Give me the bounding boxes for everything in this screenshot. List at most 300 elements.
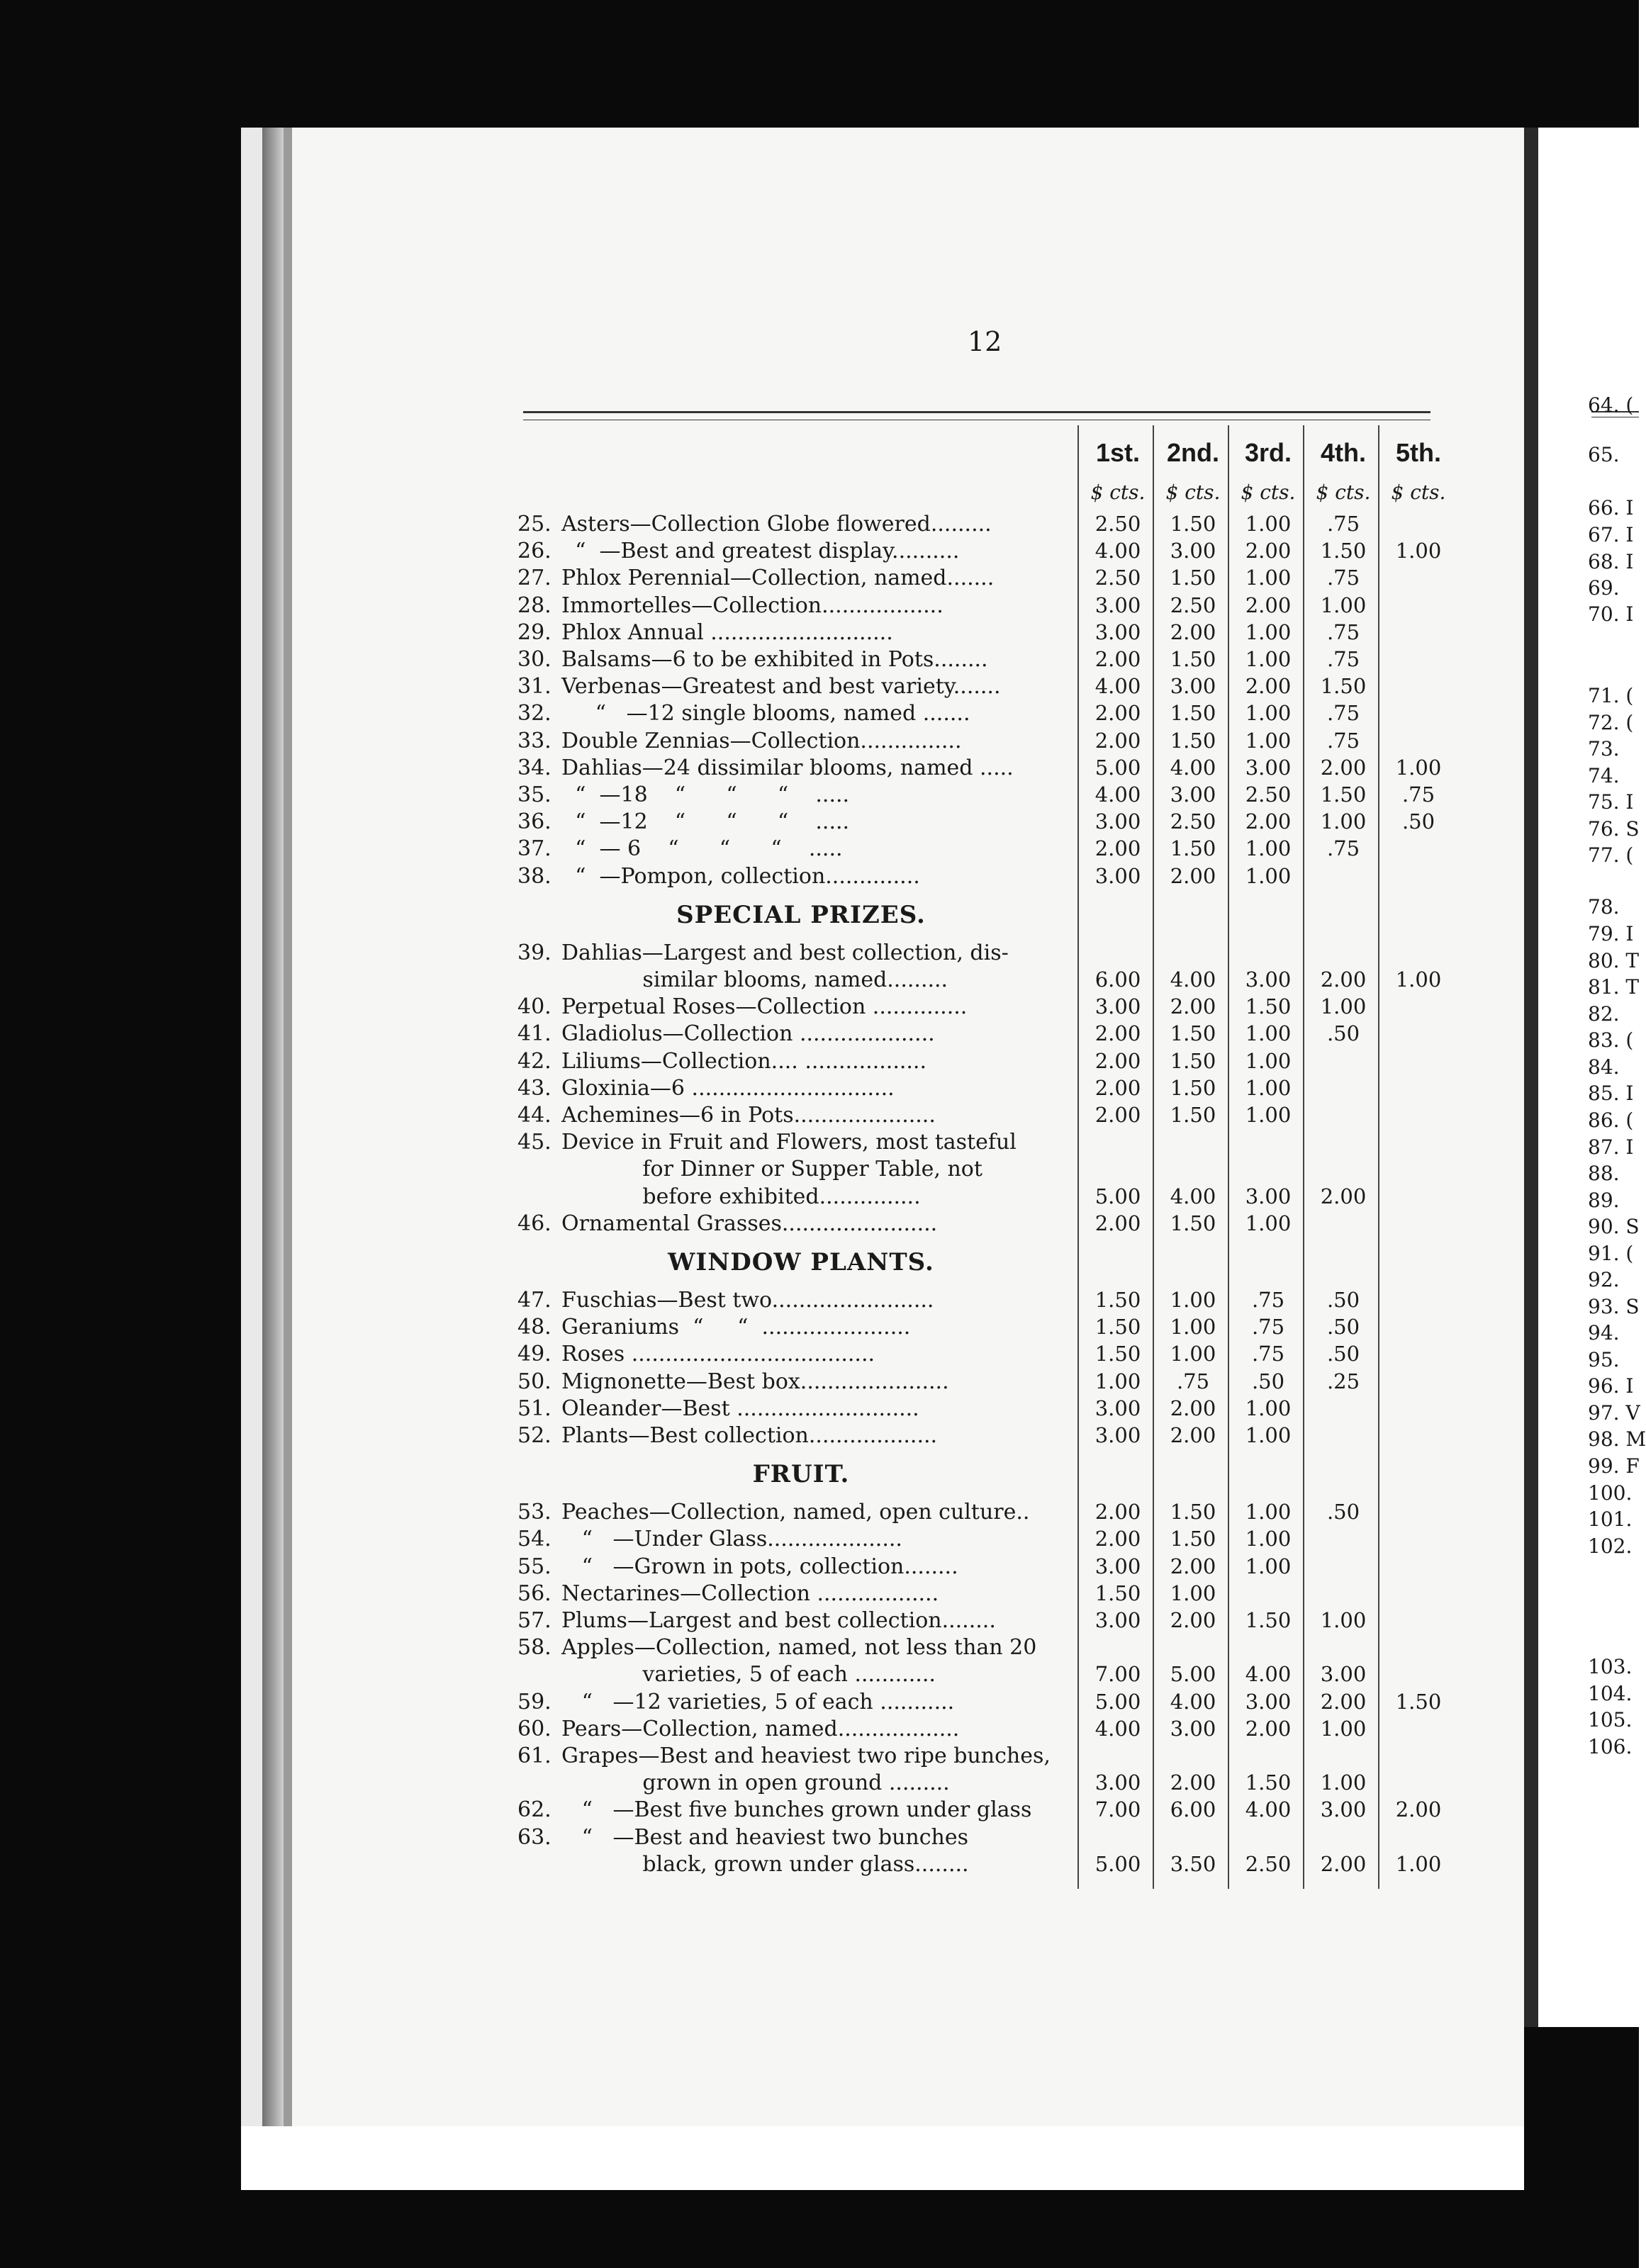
table-row [517, 1635, 1036, 1662]
facing-page-item-number: 85. I [1588, 1082, 1634, 1105]
item-number: 36. [517, 809, 552, 835]
facing-page-item-number: 99. F [1588, 1454, 1640, 1478]
table-row [517, 539, 959, 566]
prize-value: 1.00 [1245, 1500, 1292, 1525]
table-row [517, 593, 944, 620]
item-description: Grapes—Best and heaviest two ripe bunches, [561, 1744, 1051, 1768]
table-row [517, 967, 948, 994]
section-heading: FRUIT. [752, 1460, 850, 1489]
prize-value: 1.00 [1245, 1021, 1292, 1046]
item-description: Dahlias—24 dissimilar blooms, named ..... [561, 755, 1014, 780]
page-stack-edge [262, 128, 284, 2126]
table-row [517, 1021, 935, 1048]
item-description: Asters—Collection Globe flowered......... [561, 512, 992, 537]
item-number: 26. [517, 539, 552, 564]
item-number: 30. [517, 647, 552, 672]
table-row [517, 1315, 910, 1342]
prize-value: 6.00 [1170, 1797, 1216, 1822]
facing-page-item-number: 97. V [1588, 1401, 1640, 1425]
prize-value: 1.50 [1170, 512, 1216, 536]
item-description: Gladiolus—Collection .................... [561, 1021, 935, 1047]
prize-value: 2.00 [1245, 674, 1292, 699]
item-number: 27. [517, 566, 552, 591]
item-description: before exhibited............... [561, 1184, 921, 1209]
prize-value: 4.00 [1245, 1662, 1292, 1687]
prize-value: 1.00 [1245, 701, 1292, 726]
item-number: 44. [517, 1103, 552, 1128]
item-description: “ —18 “ “ “ ..... [561, 782, 850, 807]
prize-value: 2.00 [1170, 619, 1216, 644]
item-description: Roses .................................... [561, 1342, 875, 1367]
facing-page-item-number: 91. ( [1588, 1242, 1634, 1265]
facing-page-item-number: 83. ( [1588, 1028, 1634, 1052]
item-number: 55. [517, 1554, 552, 1579]
prize-value: 1.00 [1395, 967, 1442, 992]
prize-value: 1.00 [1245, 1103, 1292, 1127]
prize-value: 3.00 [1094, 1608, 1141, 1632]
prize-value: 1.00 [1245, 1211, 1292, 1235]
prize-value: .75 [1326, 512, 1360, 536]
facing-page-item-number: 74. [1588, 764, 1620, 787]
item-description: Mignonette—Best box...................... [561, 1369, 949, 1394]
item-description: “ —12 single blooms, named ....... [561, 701, 970, 726]
prize-value: 2.00 [1094, 1048, 1141, 1073]
item-description: grown in open ground ......... [561, 1770, 950, 1796]
prize-value: .50 [1251, 1369, 1285, 1393]
prize-value: 2.00 [1320, 967, 1367, 992]
prize-value: 1.00 [1170, 1288, 1216, 1312]
prize-value: 1.00 [1245, 1396, 1292, 1420]
table-row [517, 729, 961, 756]
facing-page-item-number: 78. [1588, 895, 1620, 919]
item-number: 46. [517, 1211, 552, 1236]
column-header: 1st. [1095, 438, 1141, 467]
prize-value: 1.50 [1170, 1211, 1216, 1235]
prize-value: 1.50 [1170, 1075, 1216, 1100]
table-row [517, 1744, 1051, 1770]
prize-value: 2.50 [1094, 512, 1141, 536]
prize-value: 2.00 [1094, 836, 1141, 861]
prize-value: 1.00 [1170, 1315, 1216, 1340]
facing-page-item-number: 67. I [1588, 523, 1634, 546]
facing-page-fragment [1538, 128, 1646, 2027]
section-heading: SPECIAL PRIZES. [676, 900, 926, 929]
table-row [517, 647, 988, 674]
item-description: Pears—Collection, named.................. [561, 1716, 960, 1741]
prize-value: 1.50 [1094, 1315, 1141, 1340]
prize-value: 3.00 [1245, 755, 1292, 780]
item-description: black, grown under glass........ [561, 1851, 969, 1877]
facing-page-item-number: 79. I [1588, 922, 1634, 945]
prize-value: 1.00 [1395, 1851, 1442, 1876]
table-row [517, 1527, 902, 1554]
item-description: for Dinner or Supper Table, not [561, 1157, 982, 1182]
table-row [517, 864, 920, 891]
item-number: 33. [517, 728, 552, 753]
table-row [517, 836, 843, 863]
prize-value: 2.50 [1245, 1851, 1292, 1876]
prize-value: 1.00 [1245, 647, 1292, 671]
prize-value: 2.00 [1320, 1184, 1367, 1208]
facing-page-item-number: 77. ( [1588, 843, 1634, 867]
prize-value: 4.00 [1094, 1716, 1141, 1741]
facing-page-item-number: 81. T [1588, 975, 1640, 999]
prize-value: 2.00 [1170, 1396, 1216, 1420]
prize-value: 2.00 [1320, 755, 1367, 780]
column-unit: $ cts. [1165, 481, 1221, 504]
prize-value: 2.00 [1094, 701, 1141, 726]
prize-value: 7.00 [1094, 1662, 1141, 1687]
column-unit: $ cts. [1090, 481, 1146, 504]
book-gutter [1524, 128, 1538, 2027]
prize-value: .75 [1251, 1342, 1285, 1366]
prize-value: 4.00 [1094, 674, 1141, 699]
prize-value: 1.00 [1245, 836, 1292, 861]
prize-value: 4.00 [1245, 1797, 1292, 1822]
prize-value: 1.50 [1395, 1689, 1442, 1714]
prize-value: 1.00 [1320, 994, 1367, 1019]
facing-page-item-number: 80. T [1588, 949, 1640, 972]
item-number: 38. [517, 863, 552, 889]
prize-value: 3.00 [1094, 1423, 1141, 1447]
prize-value: 2.00 [1170, 1770, 1216, 1795]
facing-page-item-number: 69. [1588, 576, 1620, 600]
item-number: 34. [517, 755, 552, 780]
table-row [517, 1184, 921, 1211]
prize-value: .50 [1326, 1500, 1360, 1525]
item-number: 61. [517, 1744, 552, 1768]
prize-value: 2.00 [1170, 1423, 1216, 1447]
prize-value: 1.00 [1245, 1423, 1292, 1447]
table-row [517, 1288, 934, 1315]
table-row [517, 1103, 936, 1130]
prize-value: 3.50 [1170, 1851, 1216, 1876]
prize-value: 1.50 [1170, 1527, 1216, 1551]
prize-value: 2.50 [1170, 809, 1216, 834]
item-description: Peaches—Collection, named, open culture.. [561, 1500, 1030, 1525]
prize-value: 1.00 [1245, 1075, 1292, 1100]
prize-value: 1.00 [1245, 728, 1292, 753]
prize-value: .75 [1176, 1369, 1210, 1393]
facing-page-item-number: 95. [1588, 1348, 1620, 1371]
table-row [517, 1825, 968, 1852]
prize-value: 2.00 [1245, 1716, 1292, 1741]
column-header: 3rd. [1244, 438, 1292, 467]
item-number: 52. [517, 1423, 552, 1448]
item-number: 40. [517, 994, 552, 1020]
prize-value: 3.00 [1094, 1396, 1141, 1420]
prize-value: 4.00 [1094, 782, 1141, 807]
prize-value: 3.00 [1170, 674, 1216, 699]
prize-value: 2.00 [1094, 1075, 1141, 1100]
facing-page-item-number: 75. I [1588, 790, 1634, 814]
item-description: “ —Best and heaviest two bunches [561, 1824, 968, 1850]
facing-page-item-number: 106. [1588, 1735, 1633, 1758]
item-number: 63. [517, 1824, 552, 1850]
facing-page-item-number: 98. M [1588, 1427, 1646, 1451]
prize-value: 4.00 [1170, 1184, 1216, 1208]
item-description: Phlox Annual ........................... [561, 619, 893, 645]
facing-page-item-number: 103. [1588, 1655, 1633, 1678]
prize-value: 2.00 [1094, 1500, 1141, 1525]
table-row [517, 756, 1014, 782]
item-description: Nectarines—Collection .................. [561, 1581, 939, 1606]
prize-value: .50 [1401, 809, 1435, 834]
prize-value: 1.50 [1170, 1103, 1216, 1127]
prize-value: 2.50 [1094, 566, 1141, 590]
prize-value: 1.00 [1395, 755, 1442, 780]
item-number: 56. [517, 1581, 552, 1606]
item-description: Ornamental Grasses....................... [561, 1211, 938, 1236]
prize-value: 2.00 [1320, 1689, 1367, 1714]
prize-value: 5.00 [1094, 1184, 1141, 1208]
item-number: 37. [517, 836, 552, 862]
table-row [517, 1423, 937, 1450]
prize-value: 1.00 [1245, 1048, 1292, 1073]
prize-value: .75 [1326, 836, 1360, 861]
column-header: 5th. [1395, 438, 1441, 467]
table-row [517, 701, 970, 728]
column-unit: $ cts. [1391, 481, 1446, 504]
prize-value: 1.50 [1170, 836, 1216, 861]
item-description: Device in Fruit and Flowers, most tasteful [561, 1130, 1017, 1155]
item-number: 57. [517, 1608, 552, 1633]
prize-value: 1.00 [1320, 1716, 1367, 1741]
item-number: 53. [517, 1500, 552, 1525]
prize-value: 2.00 [1094, 1527, 1141, 1551]
section-heading: WINDOW PLANTS. [668, 1248, 934, 1276]
prize-value: 1.50 [1170, 1500, 1216, 1525]
facing-page-item-number: 92. [1588, 1268, 1620, 1291]
column-unit: $ cts. [1316, 481, 1371, 504]
item-description: Fuschias—Best two........................ [561, 1288, 934, 1313]
prize-value: 1.00 [1395, 539, 1442, 563]
facing-page-item-number: 94. [1588, 1321, 1620, 1344]
prize-value: .50 [1326, 1021, 1360, 1046]
item-number: 29. [517, 619, 552, 645]
item-number: 62. [517, 1797, 552, 1823]
item-number: 60. [517, 1716, 552, 1741]
item-description: “ —12 “ “ “ ..... [561, 809, 850, 835]
column-unit: $ cts. [1241, 481, 1296, 504]
item-number: 28. [517, 593, 552, 618]
item-description: similar blooms, named......... [561, 967, 948, 992]
prize-value: 1.50 [1170, 1048, 1216, 1073]
item-number: 43. [517, 1075, 552, 1101]
table-row [517, 1130, 1017, 1157]
prize-value: 1.50 [1170, 728, 1216, 753]
prize-value: 1.50 [1170, 701, 1216, 726]
item-description: “ —Grown in pots, collection........ [561, 1554, 958, 1579]
scan-background-left [0, 0, 241, 2268]
item-description: “ —12 varieties, 5 of each ........... [561, 1689, 955, 1714]
prize-value: 7.00 [1094, 1797, 1141, 1822]
table-row [517, 782, 849, 809]
prize-value: 5.00 [1170, 1662, 1216, 1687]
prize-value: 1.50 [1245, 1770, 1292, 1795]
table-row [517, 1396, 919, 1423]
prize-value: .50 [1326, 1342, 1360, 1366]
prize-value: .75 [1326, 619, 1360, 644]
prize-value: 1.00 [1320, 1608, 1367, 1632]
facing-page-item-number: 73. [1588, 737, 1620, 760]
table-row [517, 1049, 926, 1076]
prize-value: 3.00 [1320, 1662, 1367, 1687]
table-row [517, 1581, 939, 1608]
facing-page-item-number: 105. [1588, 1708, 1633, 1731]
item-number: 39. [517, 940, 552, 965]
prize-value: 1.00 [1170, 1581, 1216, 1605]
prize-value: 2.00 [1320, 1851, 1367, 1876]
table-row [517, 1770, 950, 1797]
prize-value: 1.50 [1094, 1288, 1141, 1312]
prize-value: 2.50 [1245, 782, 1292, 807]
table-row [517, 566, 994, 593]
facing-page-item-number: 87. I [1588, 1135, 1634, 1159]
table-row [517, 1608, 996, 1635]
prize-value: .75 [1251, 1288, 1285, 1312]
prize-value: 3.00 [1094, 809, 1141, 834]
item-description: “ —Pompon, collection.............. [561, 863, 920, 889]
prize-value: .75 [1326, 566, 1360, 590]
facing-page-item-number: 88. [1588, 1162, 1620, 1185]
prize-value: 2.00 [1094, 1103, 1141, 1127]
facing-page-item-number: 84. [1588, 1055, 1620, 1079]
item-description: Verbenas—Greatest and best variety....... [561, 674, 1001, 700]
facing-page-item-number: 71. ( [1588, 684, 1634, 707]
item-description: Immortelles—Collection.................. [561, 593, 944, 618]
scan-background-top [0, 0, 1639, 128]
prize-value: 2.00 [1094, 1021, 1141, 1046]
facing-page-item-number: 100. [1588, 1481, 1633, 1505]
prize-value: 3.00 [1094, 619, 1141, 644]
prize-value: .50 [1326, 1288, 1360, 1312]
item-description: “ — 6 “ “ “ ..... [561, 836, 843, 862]
prize-value: 2.50 [1170, 593, 1216, 617]
prize-value: 1.00 [1245, 1554, 1292, 1578]
item-description: Geraniums “ “ ...................... [561, 1315, 911, 1340]
table-row [517, 1157, 982, 1184]
prize-value: .75 [1326, 647, 1360, 671]
item-description: Liliums—Collection.... .................. [561, 1048, 926, 1074]
table-row [517, 809, 849, 836]
table-row [517, 1369, 949, 1396]
prize-value: 1.50 [1170, 1021, 1216, 1046]
prize-value: 3.00 [1245, 1689, 1292, 1714]
item-number: 42. [517, 1048, 552, 1074]
prize-value: 3.00 [1170, 782, 1216, 807]
prize-value: 4.00 [1170, 755, 1216, 780]
item-description: Double Zennias—Collection............... [561, 728, 962, 753]
prize-value: 4.00 [1170, 1689, 1216, 1714]
prize-value: 2.00 [1395, 1797, 1442, 1822]
prize-value: 3.00 [1245, 967, 1292, 992]
item-number: 41. [517, 1021, 552, 1047]
facing-page-item-number: 66. I [1588, 496, 1634, 520]
item-number: 50. [517, 1369, 552, 1394]
prize-value: 1.00 [1245, 619, 1292, 644]
facing-page-item-number: 70. I [1588, 602, 1634, 626]
prize-value: 4.00 [1094, 539, 1141, 563]
facing-page-item-number: 89. [1588, 1189, 1620, 1212]
prize-value: 3.00 [1094, 994, 1141, 1019]
table-row [517, 941, 1009, 967]
prize-value: 2.00 [1094, 647, 1141, 671]
prize-value: 6.00 [1094, 967, 1141, 992]
facing-page-item-number: 93. S [1588, 1295, 1640, 1318]
table-row [517, 1211, 937, 1238]
item-description: Dahlias—Largest and best collection, dis- [561, 940, 1009, 965]
item-number: 47. [517, 1288, 552, 1313]
facing-page-item-number: 76. S [1588, 817, 1640, 841]
item-description: Oleander—Best ........................... [561, 1396, 919, 1421]
prize-value: .50 [1326, 1315, 1360, 1340]
table-row [517, 1797, 1031, 1824]
page-number: 12 [968, 326, 1002, 357]
prize-value: 3.00 [1245, 1184, 1292, 1208]
column-header: 4th. [1320, 438, 1366, 467]
prize-value: 2.00 [1245, 539, 1292, 563]
prize-value: 1.00 [1320, 593, 1367, 617]
prize-value: 2.00 [1170, 1554, 1216, 1578]
table-row [517, 1342, 875, 1369]
item-number: 59. [517, 1689, 552, 1714]
prize-value: 1.50 [1094, 1581, 1141, 1605]
prize-value: .75 [1326, 728, 1360, 753]
item-number: 25. [517, 512, 552, 537]
item-description: Plants—Best collection................... [561, 1423, 938, 1448]
prize-value: 3.00 [1094, 593, 1141, 617]
table-row [517, 994, 967, 1021]
table-row [517, 1554, 958, 1581]
column-header: 2nd. [1166, 438, 1219, 467]
facing-page-item-number: 104. [1588, 1682, 1633, 1705]
table-row [517, 1690, 954, 1717]
prize-value: 1.00 [1320, 1770, 1367, 1795]
prize-value: 1.00 [1094, 1369, 1141, 1393]
facing-page-item-number: 86. ( [1588, 1108, 1634, 1132]
prize-value: 4.00 [1170, 967, 1216, 992]
prize-value: 2.00 [1170, 1608, 1216, 1632]
item-description: “ —Best and greatest display.......... [561, 539, 960, 564]
table-row [517, 1717, 959, 1744]
prize-value: 1.00 [1245, 1527, 1292, 1551]
prize-value: .75 [1326, 701, 1360, 726]
facing-page-item-number: 102. [1588, 1534, 1633, 1558]
item-description: Balsams—6 to be exhibited in Pots........ [561, 647, 988, 672]
facing-page-item-number: 96. I [1588, 1374, 1634, 1398]
prize-value: 1.50 [1245, 1608, 1292, 1632]
prize-value: 1.00 [1170, 1342, 1216, 1366]
table-row [517, 674, 1001, 701]
prize-value: 5.00 [1094, 755, 1141, 780]
item-number: 32. [517, 701, 552, 726]
item-description: Apples—Collection, named, not less than 20 [561, 1635, 1037, 1661]
prize-value: .75 [1251, 1315, 1285, 1340]
prize-value: 1.50 [1320, 539, 1367, 563]
prize-value: 1.00 [1245, 566, 1292, 590]
table-row [517, 1076, 895, 1103]
facing-page-item-number: 72. ( [1588, 711, 1634, 734]
item-number: 35. [517, 782, 552, 807]
table-row [517, 1662, 936, 1689]
prize-value: 3.00 [1170, 539, 1216, 563]
prize-value: 3.00 [1170, 1716, 1216, 1741]
prize-value: 1.50 [1320, 674, 1367, 699]
prize-value: 5.00 [1094, 1689, 1141, 1714]
prize-value: 1.50 [1245, 994, 1292, 1019]
prize-value: 3.00 [1094, 863, 1141, 888]
